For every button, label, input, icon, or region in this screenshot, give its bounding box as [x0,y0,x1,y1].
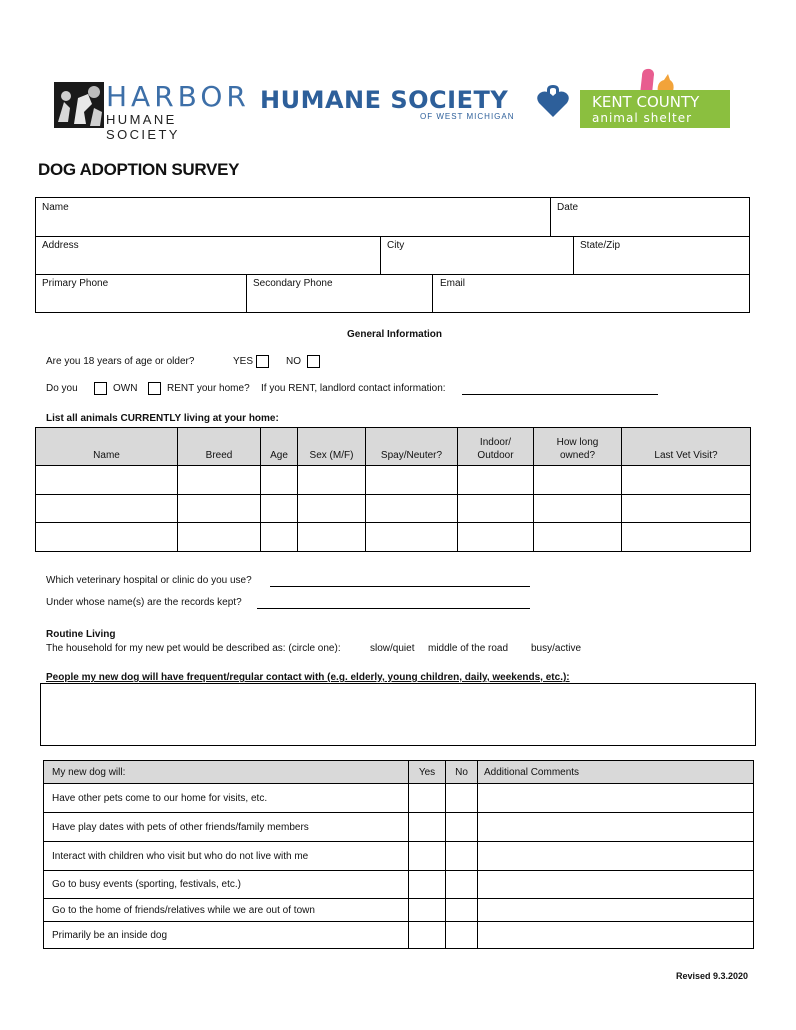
table-cell[interactable] [622,466,751,495]
age-yes-checkbox[interactable] [256,355,269,368]
kent-logo-sub: animal shelter [592,111,693,125]
contact-col-divider [380,236,381,274]
table-row [44,922,754,949]
table-cell[interactable] [366,495,458,523]
table-cell[interactable] [622,495,751,523]
table-cell[interactable] [366,523,458,552]
yes-cell[interactable] [409,784,446,813]
table-cell[interactable] [534,495,622,523]
humane-society-west-michigan-logo [260,84,572,128]
email-field-label: Email [440,278,466,289]
rent-label: RENT your home? [167,383,250,394]
no-cell[interactable] [446,899,478,922]
col-header-indoor-outdoor: Indoor/ Outdoor [458,428,534,466]
hswm-logo-sub: OF WEST MICHIGAN [420,112,515,121]
table-cell[interactable] [178,466,261,495]
vet-records-question: Under whose name(s) are the records kept? [46,597,242,608]
landlord-contact-label: If you RENT, landlord contact information: [261,383,446,394]
table-cell[interactable] [298,523,366,552]
table-cell[interactable] [458,466,534,495]
routine-living-text: The household for my new pet would be described as: (circle one): [46,643,341,654]
comment-cell[interactable] [478,813,754,842]
col-header-no: No [446,761,478,784]
table-cell: Go to busy events (sporting, festivals, etc.) [44,871,409,899]
dog-activities-table [43,760,754,949]
table-row [44,842,754,871]
heart-lock-icon [536,84,570,118]
table-cell[interactable] [298,466,366,495]
col-header-breed: Breed [178,428,261,466]
yes-cell[interactable] [409,899,446,922]
vet-hospital-input[interactable] [270,586,530,587]
table-cell: Go to the home of friends/relatives while we are out of town [44,899,409,922]
col-header-my-new-dog: My new dog will: [44,761,409,784]
animals-table [35,427,751,552]
table-cell[interactable] [261,495,298,523]
table-cell[interactable] [261,523,298,552]
contact-col-divider [246,274,247,313]
table-cell[interactable] [261,466,298,495]
secondary-phone-field-label: Secondary Phone [253,278,333,289]
people-contact-textarea[interactable] [40,683,756,746]
option-slow-quiet[interactable]: slow/quiet [370,643,415,654]
col-header-last-vet: Last Vet Visit? [622,428,751,466]
state-zip-field-label: State/Zip [580,240,621,251]
own-label: OWN [113,383,138,394]
animals-header-row [36,428,751,466]
col-header-spay-neuter: Spay/Neuter? [366,428,458,466]
people-contact-heading: People my new dog will have frequent/regular contact with (e.g. elderly, young children, daily, weekends, etc.): [46,672,570,683]
table-cell[interactable] [534,466,622,495]
no-cell[interactable] [446,871,478,899]
table-cell[interactable] [366,466,458,495]
table-cell[interactable] [36,523,178,552]
table-cell: Have play dates with pets of other friends/family members [44,813,409,842]
page-title: DOG ADOPTION SURVEY [38,160,240,179]
yes-cell[interactable] [409,813,446,842]
yes-cell[interactable] [409,871,446,899]
col-header-how-long: How long owned? [534,428,622,466]
comment-cell[interactable] [478,842,754,871]
table-cell: Have other pets come to our home for visits, etc. [44,784,409,813]
do-you-label: Do you [46,383,78,394]
contact-col-divider [432,274,433,313]
date-field-label: Date [557,202,579,213]
dog-table-header-row [44,761,754,784]
col-header-age: Age [261,428,298,466]
option-middle-of-road[interactable]: middle of the road [428,643,509,654]
date-field[interactable] [551,198,749,236]
table-cell[interactable] [178,495,261,523]
comment-cell[interactable] [478,784,754,813]
harbor-logo-sub: HUMANE SOCIETY [106,112,180,142]
comment-cell[interactable] [478,899,754,922]
table-cell[interactable] [458,523,534,552]
address-field-label: Address [42,240,79,251]
kent-county-animal-shelter-logo [580,66,730,129]
harbor-humane-society-logo [54,80,250,142]
primary-phone-field-label: Primary Phone [42,278,109,289]
comment-cell[interactable] [478,871,754,899]
table-cell[interactable] [36,495,178,523]
animals-heading: List all animals CURRENTLY living at your home: [46,413,279,424]
table-row [44,784,754,813]
no-cell[interactable] [446,842,478,871]
contact-row-divider-2 [35,274,750,275]
general-info-heading: General Information [347,329,443,340]
hswm-logo-name: HUMANE SOCIETY [260,86,509,114]
table-row [36,523,751,552]
vet-records-input[interactable] [257,608,530,609]
city-field-label: City [387,240,405,251]
col-header-yes: Yes [409,761,446,784]
revision-date: Revised 9.3.2020 [676,971,749,981]
table-cell: Primarily be an inside dog [44,922,409,949]
table-row [36,466,751,495]
table-cell[interactable] [36,466,178,495]
contact-row-divider-1 [35,236,750,237]
table-cell: Interact with children who visit but who do not live with me [44,842,409,871]
yes-label: YES [233,356,254,367]
harbor-logo-name: HARBOR [106,80,250,113]
contact-col-divider [573,236,574,274]
yes-cell[interactable] [409,842,446,871]
age-no-checkbox[interactable] [307,355,320,368]
no-cell[interactable] [446,813,478,842]
comment-cell[interactable] [478,922,754,949]
table-row [44,813,754,842]
table-row [44,871,754,899]
table-cell[interactable] [534,523,622,552]
vet-hospital-question: Which veterinary hospital or clinic do you use? [46,575,252,586]
table-cell[interactable] [458,495,534,523]
table-row [44,899,754,922]
routine-living-heading: Routine Living [46,629,116,640]
harbor-animals-icon [54,82,104,128]
own-checkbox[interactable] [94,382,107,395]
name-field[interactable] [35,198,550,236]
table-row [36,495,751,523]
no-cell[interactable] [446,922,478,949]
table-cell[interactable] [622,523,751,552]
rent-checkbox[interactable] [148,382,161,395]
col-header-comments: Additional Comments [478,761,754,784]
col-header-name: Name [36,428,178,466]
age-question: Are you 18 years of age or older? [46,356,195,367]
col-header-sex: Sex (M/F) [298,428,366,466]
yes-cell[interactable] [409,922,446,949]
no-label: NO [286,356,301,367]
name-field-label: Name [42,202,69,213]
no-cell[interactable] [446,784,478,813]
kent-logo-name: KENT COUNTY [592,93,700,111]
table-cell[interactable] [298,495,366,523]
table-cell[interactable] [178,523,261,552]
landlord-contact-input[interactable] [462,394,658,395]
option-busy-active[interactable]: busy/active [531,643,582,654]
